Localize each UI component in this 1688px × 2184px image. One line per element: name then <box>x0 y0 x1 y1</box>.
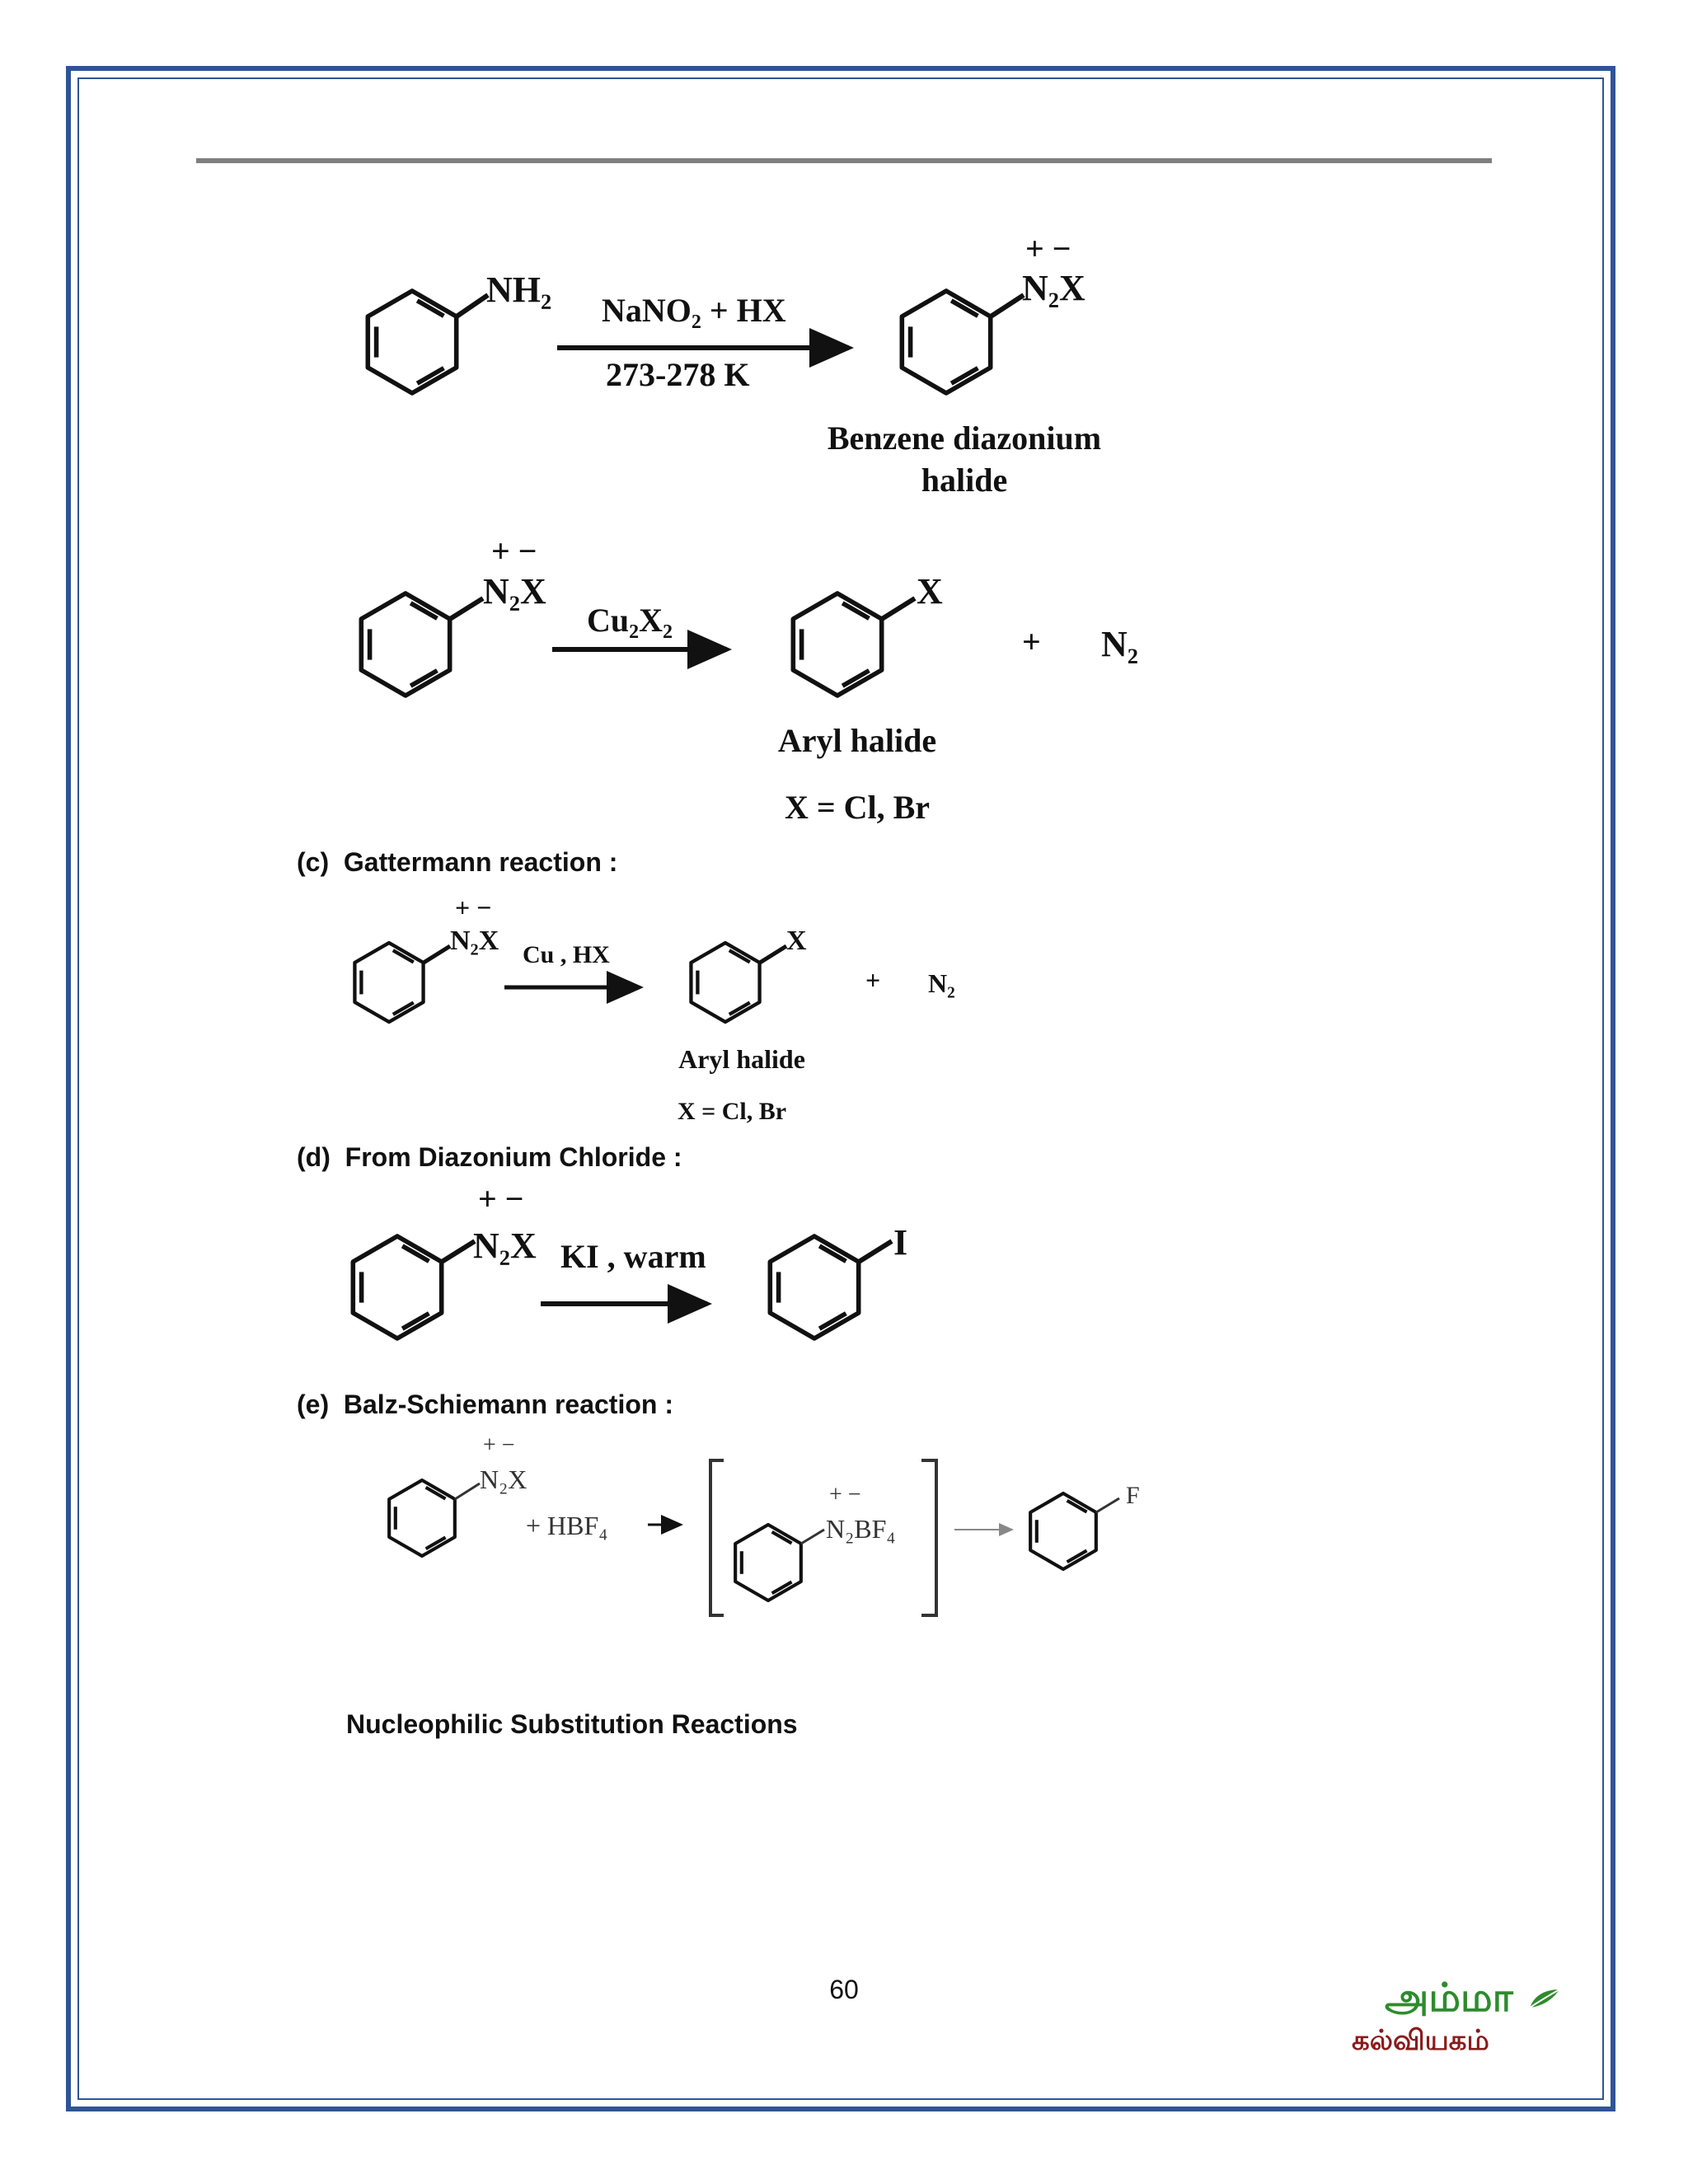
reactant-c-n2x-group: N₂X <box>450 926 499 956</box>
reaction-2-plus: + <box>1022 623 1041 660</box>
reactant-2-charges: + − <box>491 532 537 569</box>
aniline-nh2-group: NH₂ <box>486 269 552 310</box>
reaction-d-reagent: KI , warm <box>560 1238 706 1275</box>
fluorobenzene-f-group: F <box>1126 1482 1140 1509</box>
reaction-d-iodination <box>353 1180 907 1338</box>
reactant-e-n2x-group: N₂X <box>480 1465 528 1494</box>
reaction-c-halide-note: X = Cl, Br <box>677 1098 787 1125</box>
page-number: 60 <box>829 1975 859 2004</box>
reactant-2-n2x-group: N₂X <box>483 571 546 612</box>
benzene-ring-diazonium-2 <box>361 593 449 696</box>
reaction-c-plus: + <box>865 965 881 995</box>
logo-line-1: அம்மா <box>1385 1975 1513 2021</box>
reaction-c-reagent: Cu , HX <box>523 941 610 968</box>
leaf-icon <box>1528 1986 1561 2011</box>
reaction-e-balz-schiemann <box>389 1432 1140 1615</box>
section-c-heading: (c) Gattermann reaction : <box>297 847 618 877</box>
intermediate-n2bf4-group: N₂BF₄ <box>826 1514 896 1544</box>
reaction-1-reagent: NaNO₂ + HX <box>602 292 786 329</box>
benzene-ring-e-reactant <box>389 1480 455 1556</box>
reaction-1-diazotization <box>368 230 1101 499</box>
nucleophilic-substitution-heading: Nucleophilic Substitution Reactions <box>346 1709 798 1739</box>
reaction-2-sandmeyer <box>361 532 1138 826</box>
reactant-d-n2x-group: N₂X <box>473 1226 537 1266</box>
aryl-halide-x-group: X <box>917 571 943 612</box>
intermediate-charges: + − <box>829 1482 861 1507</box>
benzene-ring-d-reactant <box>353 1236 441 1338</box>
reaction-1-condition: 273-278 K <box>606 356 750 393</box>
reaction-c-product-name: Aryl halide <box>678 1044 805 1074</box>
reaction-2-product-name: Aryl halide <box>777 722 937 759</box>
benzene-ring-e-intermediate <box>735 1525 801 1601</box>
benzene-ring-c-reactant <box>354 943 423 1022</box>
product-name-benzene-diazonium: Benzene diazonium <box>827 419 1102 457</box>
reactant-d-charges: + − <box>478 1180 524 1217</box>
benzene-ring-fluorobenzene <box>1030 1493 1096 1569</box>
diazonium-charges: + − <box>1025 230 1071 267</box>
amma-kalviyagam-logo <box>1352 1975 1550 2065</box>
logo-line-2: கல்வியகம் <box>1352 2024 1489 2057</box>
bracket-left <box>710 1460 724 1615</box>
reaction-2-nitrogen: N₂ <box>1101 624 1138 664</box>
reaction-e-reagent: + HBF₄ <box>526 1511 608 1540</box>
benzene-ring-aryl-halide <box>793 593 881 696</box>
reaction-2-reagent: Cu₂X₂ <box>587 602 673 639</box>
reactant-e-charges: + − <box>483 1432 515 1458</box>
reaction-c-gattermann <box>354 893 954 1125</box>
product-name-halide: halide <box>921 462 1008 499</box>
benzene-ring-iodobenzene <box>770 1236 858 1338</box>
benzene-ring-diazonium <box>902 291 990 393</box>
reaction-c-nitrogen: N₂ <box>928 968 955 998</box>
iodobenzene-i-group: I <box>893 1222 908 1263</box>
bracket-right <box>921 1460 936 1615</box>
section-e-heading: (e) Balz-Schiemann reaction : <box>297 1390 673 1419</box>
section-d-heading: (d) From Diazonium Chloride : <box>297 1142 682 1172</box>
product-c-x-group: X <box>786 926 807 956</box>
reactant-c-charges: + − <box>455 893 492 922</box>
benzene-ring-aniline <box>368 291 456 393</box>
reaction-2-halide-note: X = Cl, Br <box>784 789 931 826</box>
benzene-ring-c-product <box>691 943 759 1022</box>
diazonium-n2x-group: N₂X <box>1022 268 1085 308</box>
